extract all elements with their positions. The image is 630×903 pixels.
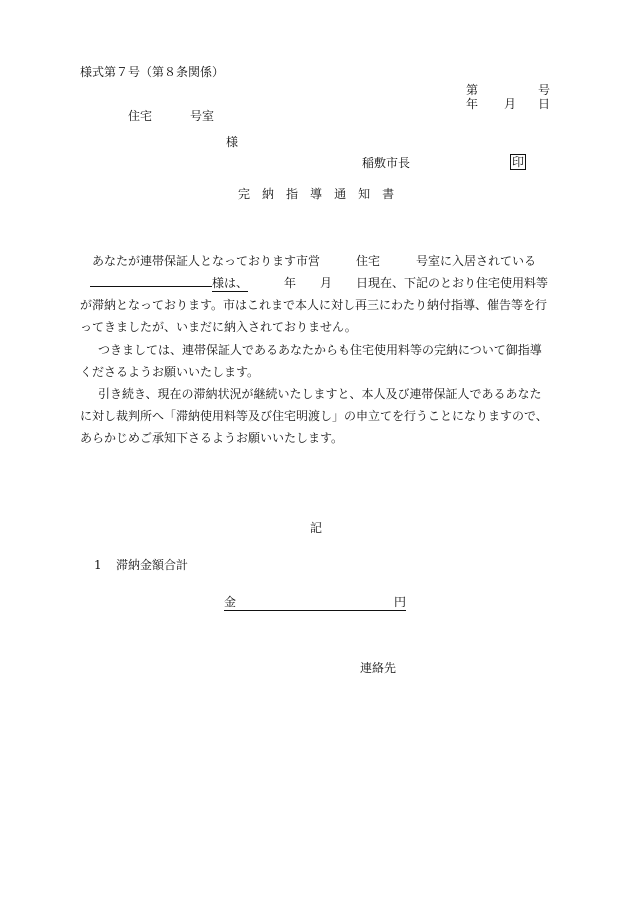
body-p2-line2: くださるようお願いいたします。 — [80, 365, 260, 379]
form-label: 様式第７号（第８条関係） — [80, 65, 225, 79]
amount-line — [224, 594, 406, 611]
amount-suffix: 円 — [394, 595, 407, 609]
name-blank-line — [90, 286, 212, 287]
contact-label: 連絡先 — [360, 661, 397, 675]
title-char: 指 — [286, 187, 299, 201]
body-p1-line4: ってきましたが、いまだに納入されておりません。 — [80, 320, 357, 334]
seal-mark: 印 — [512, 155, 525, 169]
body-p3-line2: に対し裁判所へ「滞納使用料等及び住宅明渡し」の申立てを行うことになりますので、 — [80, 409, 548, 423]
title-char: 納 — [262, 187, 275, 201]
body-p1-line1: あなたが連帯保証人となっております市営 住宅 号室に入居されている — [92, 254, 537, 268]
doc-number-suffix: 号 — [538, 83, 551, 97]
body-p1-line3: が滞納となっております。市はこれまで本人に対し再三にわたり納付指導、催告等を行 — [80, 298, 548, 312]
item1-number: 1 — [94, 558, 102, 572]
doc-number-prefix: 第 — [466, 83, 479, 97]
sender-name: 稲敷市長 — [362, 156, 411, 170]
recipient-honorific: 様 — [226, 135, 239, 149]
name-suffix: 様は、 — [212, 276, 249, 290]
body-p3-line3: あらかじめご承知下さるようお願いいたします。 — [80, 431, 344, 445]
title-char: 通 — [334, 187, 347, 201]
sender-seal — [510, 154, 526, 170]
title-char: 書 — [382, 187, 395, 201]
date-year: 年 — [466, 97, 479, 111]
body-p1-line2 — [90, 275, 548, 292]
date-day: 日 — [538, 97, 551, 111]
recipient-room: 号室 — [190, 109, 215, 123]
amount-prefix: 金 — [224, 595, 237, 609]
title-char: 完 — [238, 187, 251, 201]
amount-field — [224, 594, 406, 611]
document-title — [238, 186, 394, 202]
title-char: 導 — [310, 187, 323, 201]
recipient-housing: 住宅 — [128, 109, 153, 123]
date-month: 月 — [504, 97, 517, 111]
body-p2-line1: つきましては、連帯保証人であるあなたからも住宅使用料等の完納について御指導 — [98, 343, 542, 357]
title-char: 知 — [358, 187, 371, 201]
ki-heading: 記 — [310, 521, 323, 535]
item1-label: 滞納金額合計 — [116, 558, 189, 572]
body-p3-line1: 引き続き、現在の滞納状況が継続いたしますと、本人及び連帯保証人であるあなた — [98, 387, 542, 401]
date-blanks-text: 年 月 日現在、下記のとおり住宅使用料等 — [248, 276, 549, 290]
